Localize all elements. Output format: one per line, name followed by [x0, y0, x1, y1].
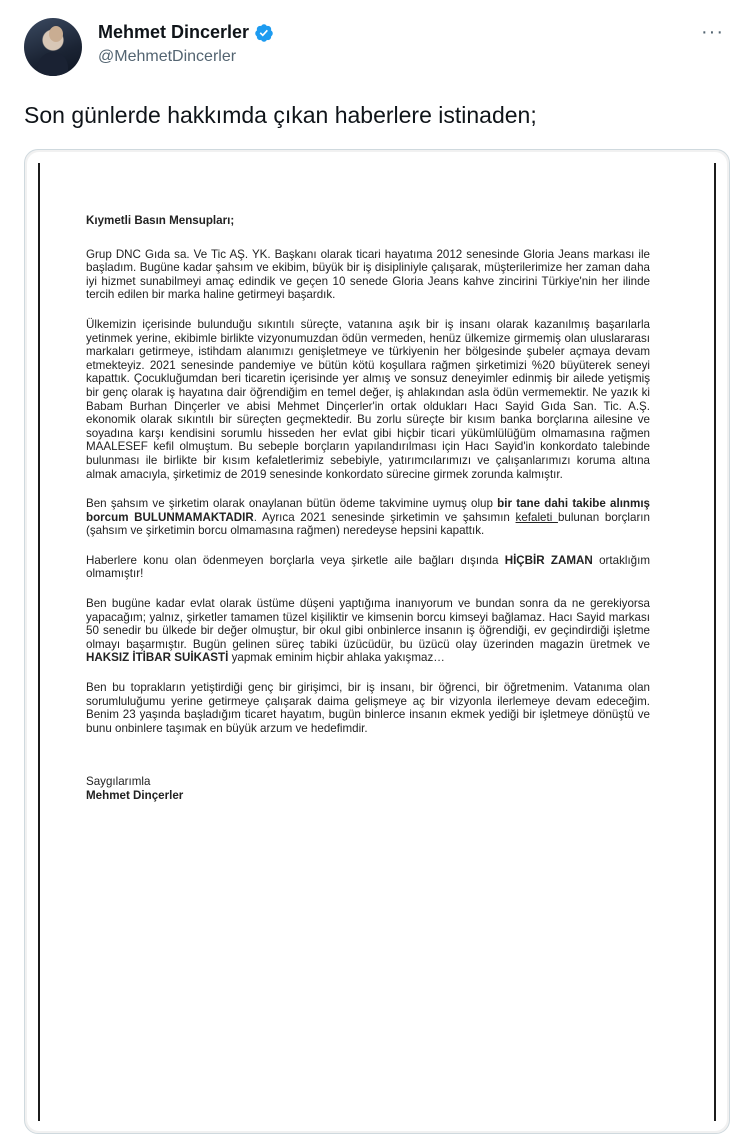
letter-signature-name: Mehmet Dinçerler	[86, 789, 184, 802]
letter-paragraph-3	[86, 497, 650, 538]
letter-paragraph-3-part-c: . Ayrıca 2021 senesinde şirketimin ve şahsımın	[253, 510, 516, 524]
letter-paragraph-1: Grup DNC Gıda sa. Ve Tic AŞ. YK. Başkanı olarak ticari hayatıma 2012 senesinde Gloria Jeans markası ile başladım. Bugüne kadar şahsım ve ekibim, büyük bir iş disipliniyle çalışarak, müşterilerimize her zaman daha iyi hizmet sunabilmeyi amaç edindik ve geçen 10 senede Gloria Jeans kahve zincirini Türkiye'nin her ilinde tercih edilen bir marka haline getirmeyi başardık.	[86, 247, 650, 302]
letter-paragraph-4-bold: HİÇBİR ZAMAN	[504, 553, 593, 567]
letter-paragraph-5-part-a: Ben bugüne kadar evlat olarak üstüme düşeni yaptığıma inanıyorum ve bundan sonra da ne gerekiyorsa yapacağım; yalnız, şirketler tamamen tüzel kişiliktir ve kimsenin borcu kimseyi bağlamaz. Hacı Sayid markası 50 senedir bu ülkede bir değer olmuştur, bir okul gibi onbinlerce insanın iş öğrendiği, ev geçindirdiği işletme olmayı başarmıştır. Bugün gelinen süreç tabiki üzücüdür, bu üzücü olay üzerinden magazin üretmek ve	[86, 597, 650, 651]
display-name[interactable]: Mehmet Dincerler	[98, 22, 250, 42]
letter-paragraph-6: Ben bu toprakların yetiştirdiği genç bir girişimci, bir iş insanı, bir öğrenci, bir öğretmenim. Vatanıma olan sorumluluğumu yerine getirmeye çalışarak daima gelişmeye aç bir vizyonla ilerlemeye devam edeceğim. Benim 23 yaşında başladığım ticaret hayatım, bugün binlerce insanın ekmek yediği bir işletmeye dönüştü ve bunu onbinlere taşımak en büyük arzum ve hedefimdir.	[86, 681, 650, 735]
tweet-media[interactable]	[24, 149, 730, 1134]
display-name-row[interactable]	[98, 22, 274, 43]
verified-badge-icon	[254, 23, 274, 43]
tweet-text: Son günlerde hakkımda çıkan haberlere istinaden;	[24, 102, 537, 128]
letter-paragraph-2: Ülkemizin içerisinde bulunduğu sıkıntılı süreçte, vatanına aşık bir iş insanı olarak kazanılmış başarılarla yetinmek yerine, ekibimle birlikte vizyonumuzdan ödün vermeden, henüz ülkemize girmemiş olan uluslararası markaları getirmeye, istihdam alanımızı genişletmeye ve türkiyenin her bölgesinde şubeler açmaya devam etmekteyiz. 2021 senesinde pandemiye ve bütün kötü koşullara rağmen şirketimizi %20 büyüterek seneyi kapattık. Çocukluğumdan beri ticaretin içerisinde yer almış ve sonsuz deneyimler edinmiş bir ailede yetişmiş bir genç olarak iş hayatına dair öğrendiğim en temel değer, iş ahlakından asla ödün vermemektir. Ne yazık ki Babam Burhan Dinçerler ve abisi Mehmet Dinçerler'in ortak oldukları Hacı Sayid Gıda San. Tic. A.Ş. ekonomik olarak sıkıntılı bir süreçten geçmektedir. Bu zorlu süreçte bir kısım banka borçlarına ailesine ve soyadına karşı kendisini sorumlu hisseden her evlat gibi hiçbir ticari yükümlülüğüm olmamasına rağmen MAALESEF kefil olmuştum. Bu sebeple borçların yapılandırılması için Hacı Sayid'in konkordato talebinde bulunması ile birlikte bir kısım kefaletlerimiz sebebiyle, yatırımcılarımızı ve çalışanlarımızı koruma altına almak amacıyla, şirketimiz de 2019 senesinde konkordato sürecine girmek zorunda kalmıştır.	[86, 317, 650, 481]
user-block	[98, 22, 274, 66]
letter-paragraph-3-part-a: Ben şahsım ve şirketim olarak onaylanan bütün ödeme takvimine uymuş olup	[86, 497, 498, 511]
letter-closing: Saygılarımla	[86, 775, 151, 789]
letter-paragraph-5-part-c: yapmak eminim hiçbir ahlaka yakışmaz…	[228, 651, 445, 665]
letter-signature-block	[86, 775, 650, 802]
letter-body	[86, 214, 650, 803]
letter-paragraph-4	[86, 554, 650, 581]
letter-salutation: Kıymetli Basın Mensupları;	[86, 214, 235, 227]
letter-image	[27, 152, 727, 1131]
letter-paragraph-3-underlined: kefaleti	[515, 510, 558, 524]
letter-paragraph-5	[86, 597, 650, 665]
letter-paragraph-4-part-c: ortaklığım olmamıştır!	[86, 553, 650, 581]
letter-paragraph-4-part-a: Haberlere konu olan ödenmeyen borçlarla veya şirketle aile bağları dışında	[86, 553, 505, 567]
letter-paragraph-3-bold: bir tane dahi takibe alınmış borcum BULUNMAMAKTADIR	[86, 497, 650, 524]
profile-avatar[interactable]	[24, 18, 82, 76]
more-options-icon[interactable]: ···	[701, 21, 724, 43]
user-handle[interactable]: @MehmetDincerler	[98, 48, 237, 65]
letter-paragraph-5-bold: HAKSIZ İTİBAR SUİKASTİ	[86, 651, 229, 665]
letter-paragraph-3-part-e: bulunan borçların (şahsım ve şirketimin borcu olmamasına rağmen) neredeyse hepsini kapattık.	[86, 510, 650, 538]
tweet-header	[24, 16, 726, 80]
